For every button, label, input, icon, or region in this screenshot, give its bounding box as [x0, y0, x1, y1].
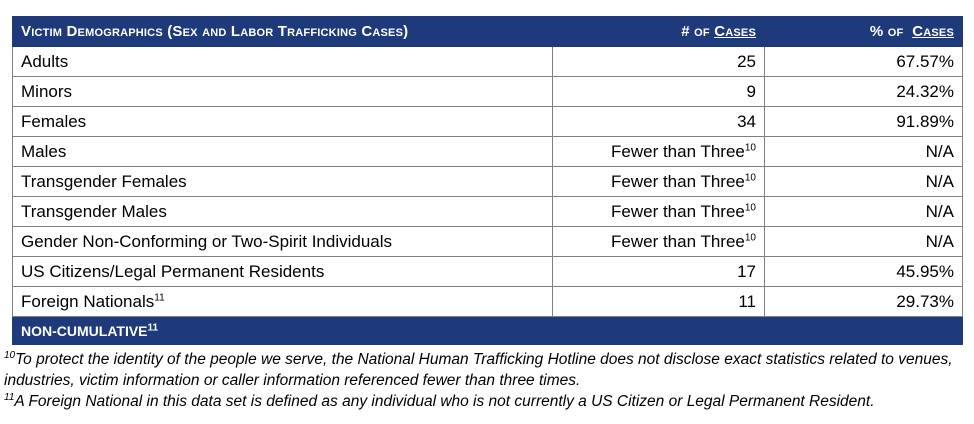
row-count: Fewer than Three	[611, 231, 745, 251]
row-percent: N/A	[925, 201, 954, 221]
row-count-footnote-mark: 10	[744, 231, 756, 243]
row-label: Minors	[21, 81, 73, 101]
row-count-cell	[553, 107, 765, 137]
row-label: US Citizens/Legal Permanent Residents	[21, 261, 325, 281]
row-count: 25	[737, 51, 756, 71]
footer-cell	[13, 317, 963, 345]
row-label: Transgender Females	[21, 171, 187, 191]
footer-label: NON-CUMULATIVE	[21, 322, 148, 339]
row-label-cell	[13, 287, 553, 317]
row-percent: 24.32%	[896, 81, 954, 101]
row-label-cell	[13, 77, 553, 107]
footnote-mark: 10	[4, 349, 16, 361]
row-count-footnote-mark: 10	[744, 201, 756, 213]
table-row	[13, 257, 963, 287]
header-count	[553, 17, 765, 47]
row-label-cell	[13, 257, 553, 287]
row-percent: N/A	[925, 141, 954, 161]
header-percent-word: Cases	[912, 23, 954, 40]
row-label: Transgender Males	[21, 201, 167, 221]
header-percent-prefix: % of	[869, 23, 913, 40]
footer-footnote-mark: 11	[147, 321, 159, 333]
victim-demographics-table	[12, 16, 963, 345]
row-percent-cell	[765, 47, 963, 77]
row-label: Foreign Nationals	[21, 291, 155, 311]
row-label-cell	[13, 47, 553, 77]
header-category-label: Victim Demographics (Sex and Labor Trafficking Cases)	[21, 23, 409, 40]
row-label: Adults	[21, 51, 69, 71]
row-percent: 45.95%	[896, 261, 954, 281]
footnote	[4, 349, 974, 391]
row-label-footnote-mark: 11	[154, 291, 165, 303]
table-row	[13, 227, 963, 257]
row-percent-cell	[765, 287, 963, 317]
table-row	[13, 77, 963, 107]
table-row	[13, 167, 963, 197]
row-count: 9	[746, 81, 756, 101]
row-count-cell	[553, 167, 765, 197]
row-count: Fewer than Three	[611, 201, 745, 221]
row-percent-cell	[765, 137, 963, 167]
row-label-cell	[13, 167, 553, 197]
row-label: Females	[21, 111, 87, 131]
row-count: Fewer than Three	[611, 171, 745, 191]
row-percent-cell	[765, 77, 963, 107]
row-percent-cell	[765, 167, 963, 197]
row-percent-cell	[765, 107, 963, 137]
table-row	[13, 287, 963, 317]
header-count-word: Cases	[714, 23, 756, 40]
row-count-cell	[553, 137, 765, 167]
row-label: Males	[21, 141, 67, 161]
footnote-text: A Foreign National in this data set is defined as any individual who is not currently a US Citizen or Legal Permanent Resident.	[14, 393, 875, 410]
table-footer-row	[13, 317, 963, 345]
table-row	[13, 137, 963, 167]
footnotes	[4, 349, 974, 412]
row-percent: 91.89%	[896, 111, 954, 131]
row-percent: 67.57%	[896, 51, 954, 71]
row-percent: N/A	[925, 171, 954, 191]
footnote-mark: 11	[4, 391, 15, 403]
row-count-cell	[553, 227, 765, 257]
row-label-cell	[13, 137, 553, 167]
row-percent-cell	[765, 197, 963, 227]
table-row	[13, 107, 963, 137]
demographics-section	[4, 16, 962, 412]
row-percent: N/A	[925, 231, 954, 251]
row-percent: 29.73%	[896, 291, 954, 311]
row-count-cell	[553, 287, 765, 317]
footnote	[4, 391, 974, 412]
row-count-cell	[553, 47, 765, 77]
row-count: 17	[737, 261, 756, 281]
row-count-cell	[553, 257, 765, 287]
row-percent-cell	[765, 257, 963, 287]
header-count-prefix: # of	[681, 23, 715, 40]
row-label-cell	[13, 197, 553, 227]
row-count: Fewer than Three	[611, 141, 745, 161]
header-percent	[765, 17, 963, 47]
row-count-footnote-mark: 10	[744, 171, 756, 183]
row-count-footnote-mark: 10	[744, 141, 756, 153]
header-category	[13, 17, 553, 47]
row-percent-cell	[765, 227, 963, 257]
row-count: 11	[738, 291, 756, 311]
row-label-cell	[13, 227, 553, 257]
footnote-text: To protect the identity of the people we serve, the National Human Trafficking Hotline does not disclose exact statistics related to venues, industries, victim information or caller information referenced fewer than three times.	[4, 351, 953, 389]
table-header-row	[13, 17, 963, 47]
row-label: Gender Non-Conforming or Two-Spirit Individuals	[21, 231, 393, 251]
table-row	[13, 197, 963, 227]
row-label-cell	[13, 107, 553, 137]
row-count: 34	[737, 111, 756, 131]
table-row	[13, 47, 963, 77]
row-count-cell	[553, 77, 765, 107]
row-count-cell	[553, 197, 765, 227]
